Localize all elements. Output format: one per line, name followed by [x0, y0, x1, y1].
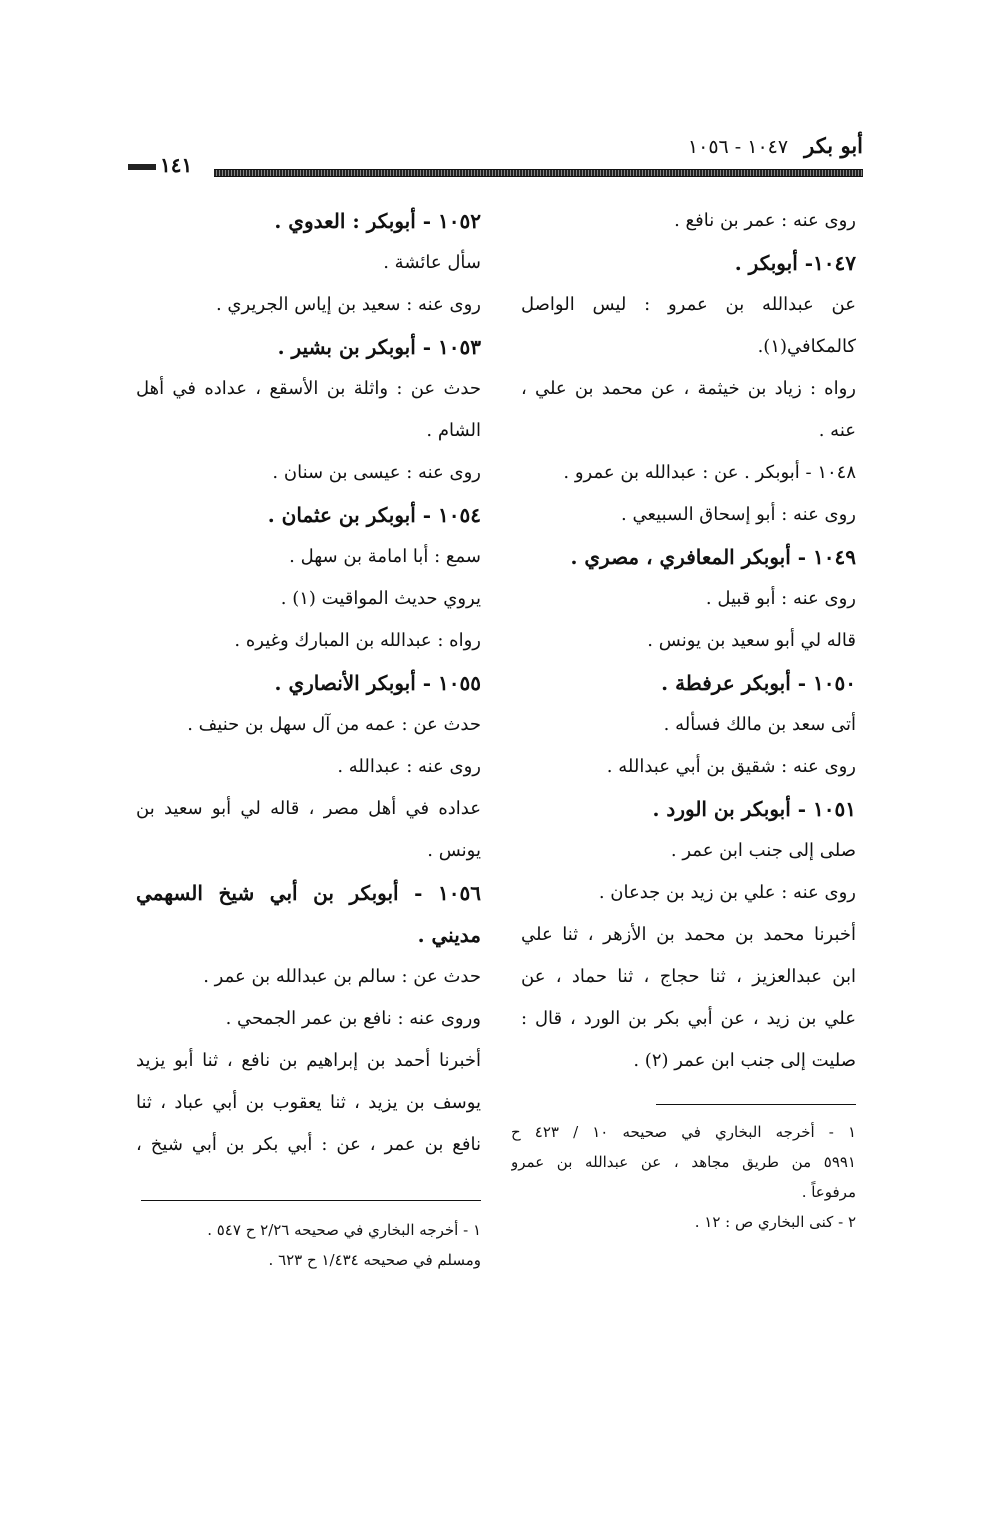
footnote-line: ١ - أخرجه البخاري في صحيحه ١٠ / ٤٢٣ ح: [511, 1123, 856, 1141]
text-line: روى عنه : عمر بن نافع .: [674, 210, 856, 231]
footnote-list: [136, 1215, 481, 1275]
entry-heading: ١٠٥٥ - أبوبكر الأنصاري .: [274, 671, 481, 695]
text-line: رواه : زياد بن خيثمة ، عن محمد بن علي ،: [521, 378, 856, 399]
text-line: عنه .: [818, 420, 856, 441]
text-line: نافع بن عمر ، عن : أبي بكر بن أبي شيخ ،: [136, 1134, 481, 1155]
footnote-line: مرفوعاً .: [801, 1183, 856, 1201]
text-line: سأل عائشة .: [383, 252, 481, 273]
text-line: حدث عن : عمه من آل سهل بن حنيف .: [187, 714, 481, 735]
footnote-rule: [656, 1104, 856, 1105]
footnote-line: ٢ - كنى البخاري ص : ١٢ .: [694, 1213, 856, 1231]
text-line: يوسف بن يزيد ، ثنا يعقوب بن أبي عباد ، ثنا: [136, 1092, 481, 1113]
text-line: حدث عن : سالم بن عبدالله بن عمر .: [203, 966, 481, 987]
footnote-line: ومسلم في صحيحه ١/٤٣٤ ح ٦٢٣ .: [268, 1251, 481, 1269]
text-line: أخبرنا أحمد بن إبراهيم بن نافع ، ثنا أبو يزيد: [136, 1050, 481, 1071]
text-line: الشام .: [426, 420, 481, 441]
entry-heading: ١٠٥٤ - أبوبكر بن عثمان .: [267, 503, 481, 527]
entry-heading: ١٠٥٠ - أبوبكر عرفطة .: [661, 671, 856, 695]
text-line: أتى سعد بن مالك فسأله .: [663, 714, 856, 735]
text-line: يونس .: [427, 840, 481, 861]
footnote-list: [511, 1117, 856, 1237]
entry-heading: مديني .: [417, 923, 481, 947]
header-rule: [214, 169, 863, 177]
text-line: يروي حديث المواقيت (١) .: [280, 588, 481, 609]
left-footnotes: [136, 1200, 481, 1275]
running-head: [688, 133, 863, 158]
text-line: صليت إلى جنب ابن عمر (٢) .: [633, 1050, 856, 1071]
text-line: روى عنه : شقيق بن أبي عبدالله .: [606, 756, 856, 777]
text-line: عن عبدالله بن عمرو : ليس الواصل: [521, 294, 856, 315]
footnote-rule: [141, 1200, 481, 1201]
text-line: رواه : عبدالله بن المبارك وغيره .: [234, 630, 481, 651]
text-line: قاله لي أبو سعيد بن يونس .: [647, 630, 856, 651]
entry-heading: ١٠٥٦ - أبوبكر بن أبي شيخ السهمي: [136, 881, 481, 905]
text-line: حدث عن : واثلة بن الأسقع ، عداده في أهل: [136, 378, 481, 399]
text-line: علي بن زيد ، عن أبي بكر بن الورد ، قال :: [521, 1008, 856, 1029]
entry-heading: ١٠٥٣ - أبوبكر بن بشير .: [277, 335, 481, 359]
text-line: روى عنه : أبو قبيل .: [705, 588, 856, 609]
left-column: [136, 200, 481, 1166]
text-line: ١٠٤٨ - أبوبكر . عن : عبدالله بن عمرو .: [563, 462, 856, 483]
right-footnotes: [511, 1090, 856, 1237]
text-line: روى عنه : أبو إسحاق السبيعي .: [621, 504, 856, 525]
running-head-range: ١٠٤٧ - ١٠٥٦: [687, 136, 789, 158]
text-line: كالمكافي(١).: [757, 336, 856, 357]
entry-heading: ١٠٤٩ - أبوبكر المعافري ، مصري .: [570, 545, 856, 569]
entry-heading: ١٠٥٢ - أبوبكر : العدوي .: [274, 209, 481, 233]
text-line: روى عنه : سعيد بن إياس الجريري .: [215, 294, 481, 315]
text-line: وروى عنه : نافع بن عمر الجمحي .: [225, 1008, 481, 1029]
text-line: روى عنه : علي بن زيد بن جدعان .: [598, 882, 856, 903]
entry-heading: ١٠٥١ - أبوبكر بن الورد .: [652, 797, 856, 821]
text-line: روى عنه : عبدالله .: [337, 756, 481, 777]
text-line: صلى إلى جنب ابن عمر .: [670, 840, 856, 861]
text-line: أخبرنا محمد بن محمد بن الأزهر ، ثنا علي: [521, 924, 856, 945]
entry-heading: ١٠٤٧- أبوبكر .: [734, 251, 856, 275]
footnote-line: ١ - أخرجه البخاري في صحيحه ٢/٢٦ ح ٥٤٧ .: [207, 1221, 481, 1239]
text-line: ابن عبدالعزيز ، ثنا حجاج ، ثنا حماد ، عن: [521, 966, 856, 987]
running-head-title: أبو بكر: [804, 133, 863, 158]
text-line: سمع : أبا امامة بن سهل .: [289, 546, 481, 567]
page-header: [128, 133, 863, 183]
page-number: ١٤١: [128, 153, 198, 177]
footnote-line: ٥٩٩١ من طريق مجاهد ، عن عبدالله بن عمرو: [511, 1153, 856, 1171]
text-line: عداده في أهل مصر ، قاله لي أبو سعيد بن: [136, 798, 481, 819]
right-column: [521, 200, 856, 1082]
text-line: روى عنه : عيسى بن سنان .: [272, 462, 481, 483]
